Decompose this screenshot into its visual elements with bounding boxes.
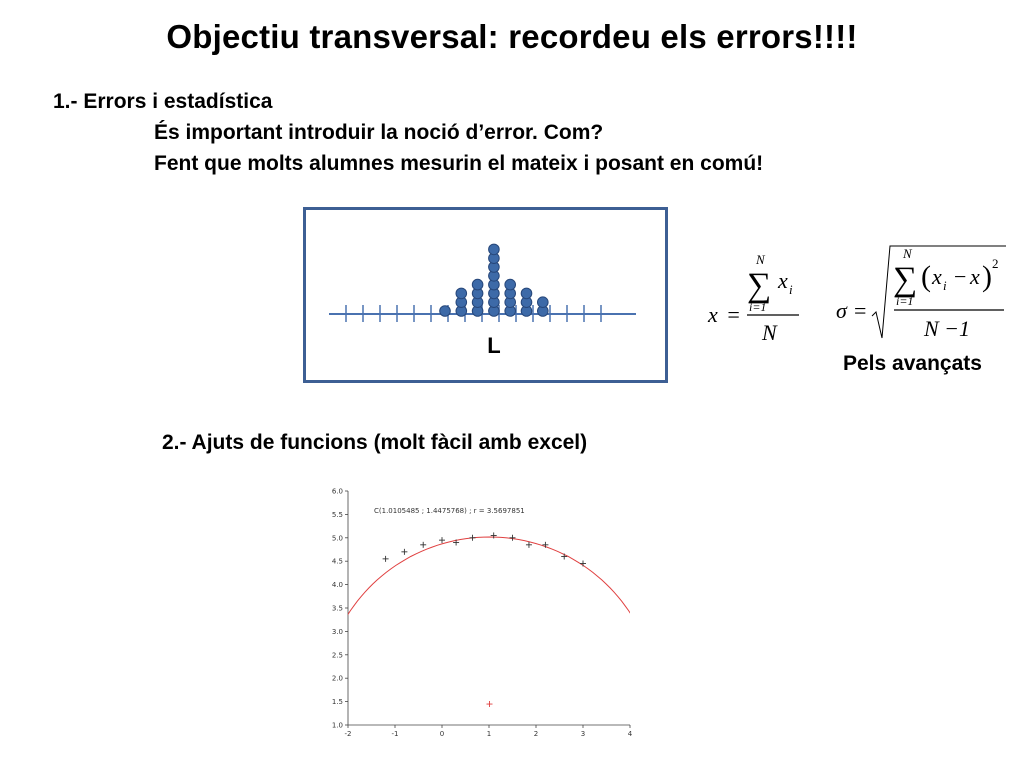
mean-term: x (778, 268, 788, 293)
mean-term-sub: i (789, 282, 793, 297)
x-tick-label: 0 (439, 730, 445, 738)
measurement-dot (489, 244, 500, 255)
std-term-b: x (970, 264, 980, 289)
y-tick-label: 6.0 (331, 487, 343, 496)
y-tick-label: 5.5 (331, 510, 343, 519)
mean-formula (702, 248, 802, 353)
y-tick-label: 4.0 (331, 581, 343, 590)
y-tick-label: 1.5 (331, 698, 343, 707)
measurement-dot (440, 306, 451, 317)
chart-annotation: C(1.0105485 ; 1.4475768) ; r = 3.5697851 (374, 507, 525, 515)
x-tick-label: -2 (344, 730, 352, 738)
measurement-dots (440, 244, 548, 316)
y-tick-label: 3.0 (331, 627, 343, 636)
y-tick-label: 4.5 (331, 557, 343, 566)
mean-equals: = (726, 302, 741, 327)
y-tick-label: 5.0 (331, 534, 343, 543)
mean-sum-symbol: ∑ (747, 267, 772, 304)
std-formula (832, 240, 1012, 350)
mean-lhs: x (708, 302, 718, 327)
y-tick-label: 2.0 (331, 674, 343, 683)
std-open-paren: ( (921, 260, 931, 293)
std-term-sub: i (943, 278, 947, 293)
x-tick-label: 3 (580, 730, 586, 738)
x-tick-label: -1 (391, 730, 399, 738)
data-point (580, 561, 586, 567)
std-sum-symbol: ∑ (893, 261, 918, 298)
slide-title: Objectiu transversal: recordeu els errors!!!! (166, 18, 858, 55)
std-term-a: x (932, 264, 942, 289)
data-point (401, 549, 407, 555)
mean-denominator: N (762, 320, 777, 345)
y-tick-label: 1.0 (331, 721, 343, 730)
measurement-dot (456, 288, 467, 299)
std-sum-lower: i=1 (896, 294, 914, 308)
data-point (470, 535, 476, 541)
circle-center-point (486, 701, 492, 707)
y-tick-label: 3.5 (331, 604, 343, 613)
chart-canvas (318, 484, 642, 744)
data-point (383, 556, 389, 562)
std-denominator: N −1 (924, 316, 971, 341)
x-tick-label: 4 (627, 730, 633, 738)
measurement-dot-diagram (303, 207, 668, 383)
circle-fit-chart (318, 484, 642, 749)
mean-sum-upper: N (756, 252, 765, 267)
measurement-dot (521, 288, 532, 299)
x-tick-label: 2 (533, 730, 539, 738)
data-point (439, 537, 445, 543)
fitted-circle (322, 537, 642, 744)
mean-sum-lower: i=1 (749, 300, 767, 314)
dot-plot (306, 210, 665, 380)
std-close-paren: ) (982, 260, 992, 293)
std-sum-upper: N (903, 246, 912, 261)
section-1-heading: 1.- Errors i estadística (53, 90, 273, 113)
section-2-heading: 2.- Ajuts de funcions (molt fàcil amb excel) (162, 431, 588, 454)
std-minus: − (954, 264, 967, 289)
advanced-note: Pels avançats (843, 352, 982, 375)
section-1-line-2: Fent que molts alumnes mesurin el mateix i posant en comú! (154, 152, 764, 175)
x-tick-label: 1 (486, 730, 492, 738)
std-lhs: σ (836, 298, 847, 323)
data-point (561, 554, 567, 560)
measurement-dot (472, 279, 483, 290)
std-power: 2 (992, 256, 999, 271)
y-tick-label: 2.5 (331, 651, 343, 660)
length-label: L (487, 333, 501, 358)
measurement-dot (538, 297, 549, 308)
measurement-dot (505, 279, 516, 290)
data-point (510, 535, 516, 541)
section-1-line-1: És important introduir la noció d’error. Com? (154, 121, 604, 144)
data-point (420, 542, 426, 548)
std-equals: = (854, 298, 867, 323)
